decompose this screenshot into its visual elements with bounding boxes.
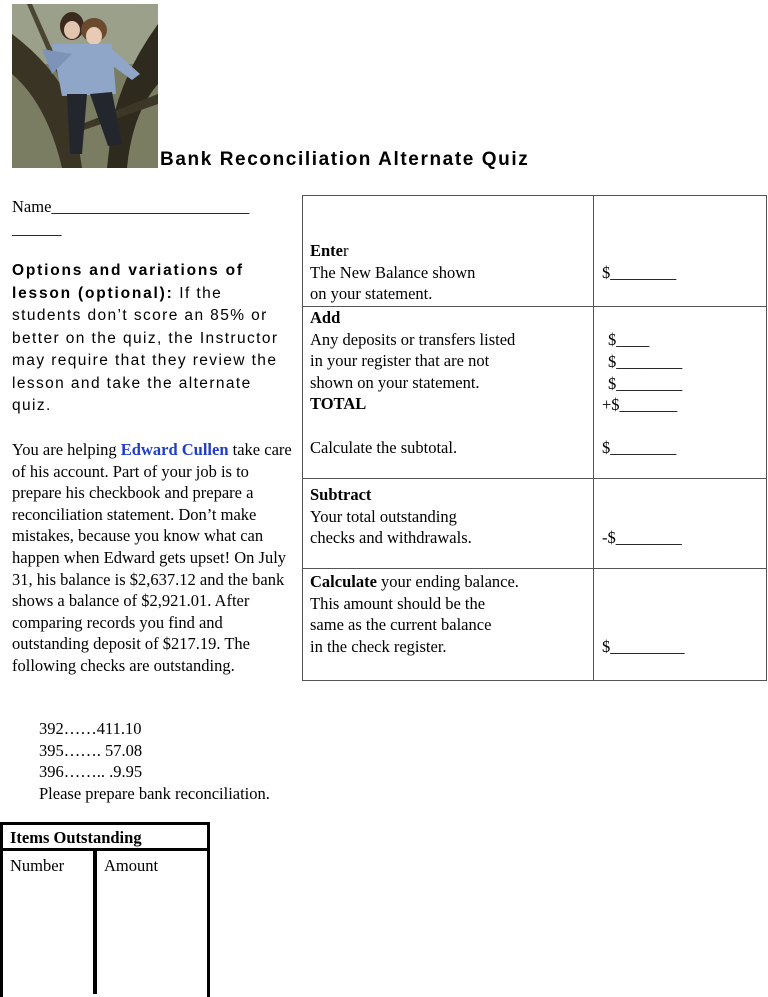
items-title: Items Outstanding: [10, 828, 142, 847]
calculate-line: in the check register.: [310, 636, 447, 656]
calculate-line: This amount should be the: [310, 593, 486, 613]
total-label: TOTAL: [310, 394, 367, 414]
amount-column-header: Amount: [104, 856, 159, 875]
calculate-heading: Calculate: [310, 572, 377, 591]
calculate-heading-rest: your ending balance.: [376, 572, 519, 591]
new-balance-amount: $________: [602, 263, 677, 282]
row-divider: [302, 478, 767, 479]
add-line: shown on your statement.: [310, 372, 480, 392]
character-name: Edward Cullen: [120, 440, 229, 459]
add-section: [310, 307, 590, 415]
photo: [12, 4, 158, 168]
subtotal-text: Calculate the subtotal.: [310, 438, 458, 457]
outstanding-checks-amount: -$________: [602, 528, 682, 547]
options-text: If the students don’t score an 85% or better on the quiz, the Instructor may require that they review the lesson and take the alternate quiz.: [12, 284, 279, 414]
reconciliation-table: [302, 195, 767, 681]
subtract-line: Your total outstanding: [310, 506, 457, 526]
story-pre: You are helping: [12, 440, 121, 459]
photo-illustration: [12, 4, 158, 168]
check-item: 396…….. .9.95: [39, 762, 143, 782]
page-title: Bank Reconciliation Alternate Quiz: [160, 149, 530, 170]
enter-section: [310, 240, 590, 305]
add-line: in your register that are not: [310, 351, 490, 371]
add-heading: Add: [310, 308, 341, 327]
options-paragraph: [12, 260, 280, 418]
calculate-section: [310, 571, 590, 657]
enter-line: The New Balance shown: [310, 262, 476, 282]
number-column-header: Number: [10, 856, 65, 875]
options-heading: Options and variations of lesson (optional):: [12, 262, 244, 302]
story-paragraph: [12, 439, 292, 677]
ending-balance-amount: $_________: [602, 637, 685, 656]
check-item: 395……. 57.08: [39, 740, 143, 760]
enter-heading-rest: r: [343, 241, 349, 260]
calculate-line: same as the current balance: [310, 615, 492, 635]
outstanding-checks-list: [39, 718, 339, 804]
column-divider: [93, 848, 97, 994]
enter-heading: Ente: [310, 241, 343, 260]
total-amount: +$_______: [602, 395, 678, 414]
instruction-line: Please prepare bank reconciliation.: [39, 783, 270, 803]
check-item: 392……411.10: [39, 719, 142, 738]
deposit-amount: $________: [608, 374, 683, 393]
name-field: Name________________________ ______: [12, 197, 250, 238]
row-divider: [302, 568, 767, 569]
deposit-amount: $____: [608, 330, 650, 349]
column-divider: [593, 195, 594, 681]
enter-line: on your statement.: [310, 284, 433, 304]
story-post: take care of his account. Part of your job is to prepare his checkbook and prepare a reconciliation statement. Don’t make mistakes, because you know what can happen when Edward gets upset! On July 31, his balance is $2,637.12 and the bank shows a balance of $2,921.01. After comparing records you find and outstanding deposit of $217.19. The following checks are outstanding.: [12, 440, 292, 675]
subtract-heading: Subtract: [310, 485, 372, 504]
subtract-line: checks and withdrawals.: [310, 528, 472, 548]
items-outstanding-table: [0, 822, 210, 994]
subtotal-amount: $________: [602, 438, 677, 457]
deposit-amount: $________: [608, 352, 683, 371]
subtract-section: [310, 484, 590, 549]
add-line: Any deposits or transfers listed: [310, 329, 516, 349]
